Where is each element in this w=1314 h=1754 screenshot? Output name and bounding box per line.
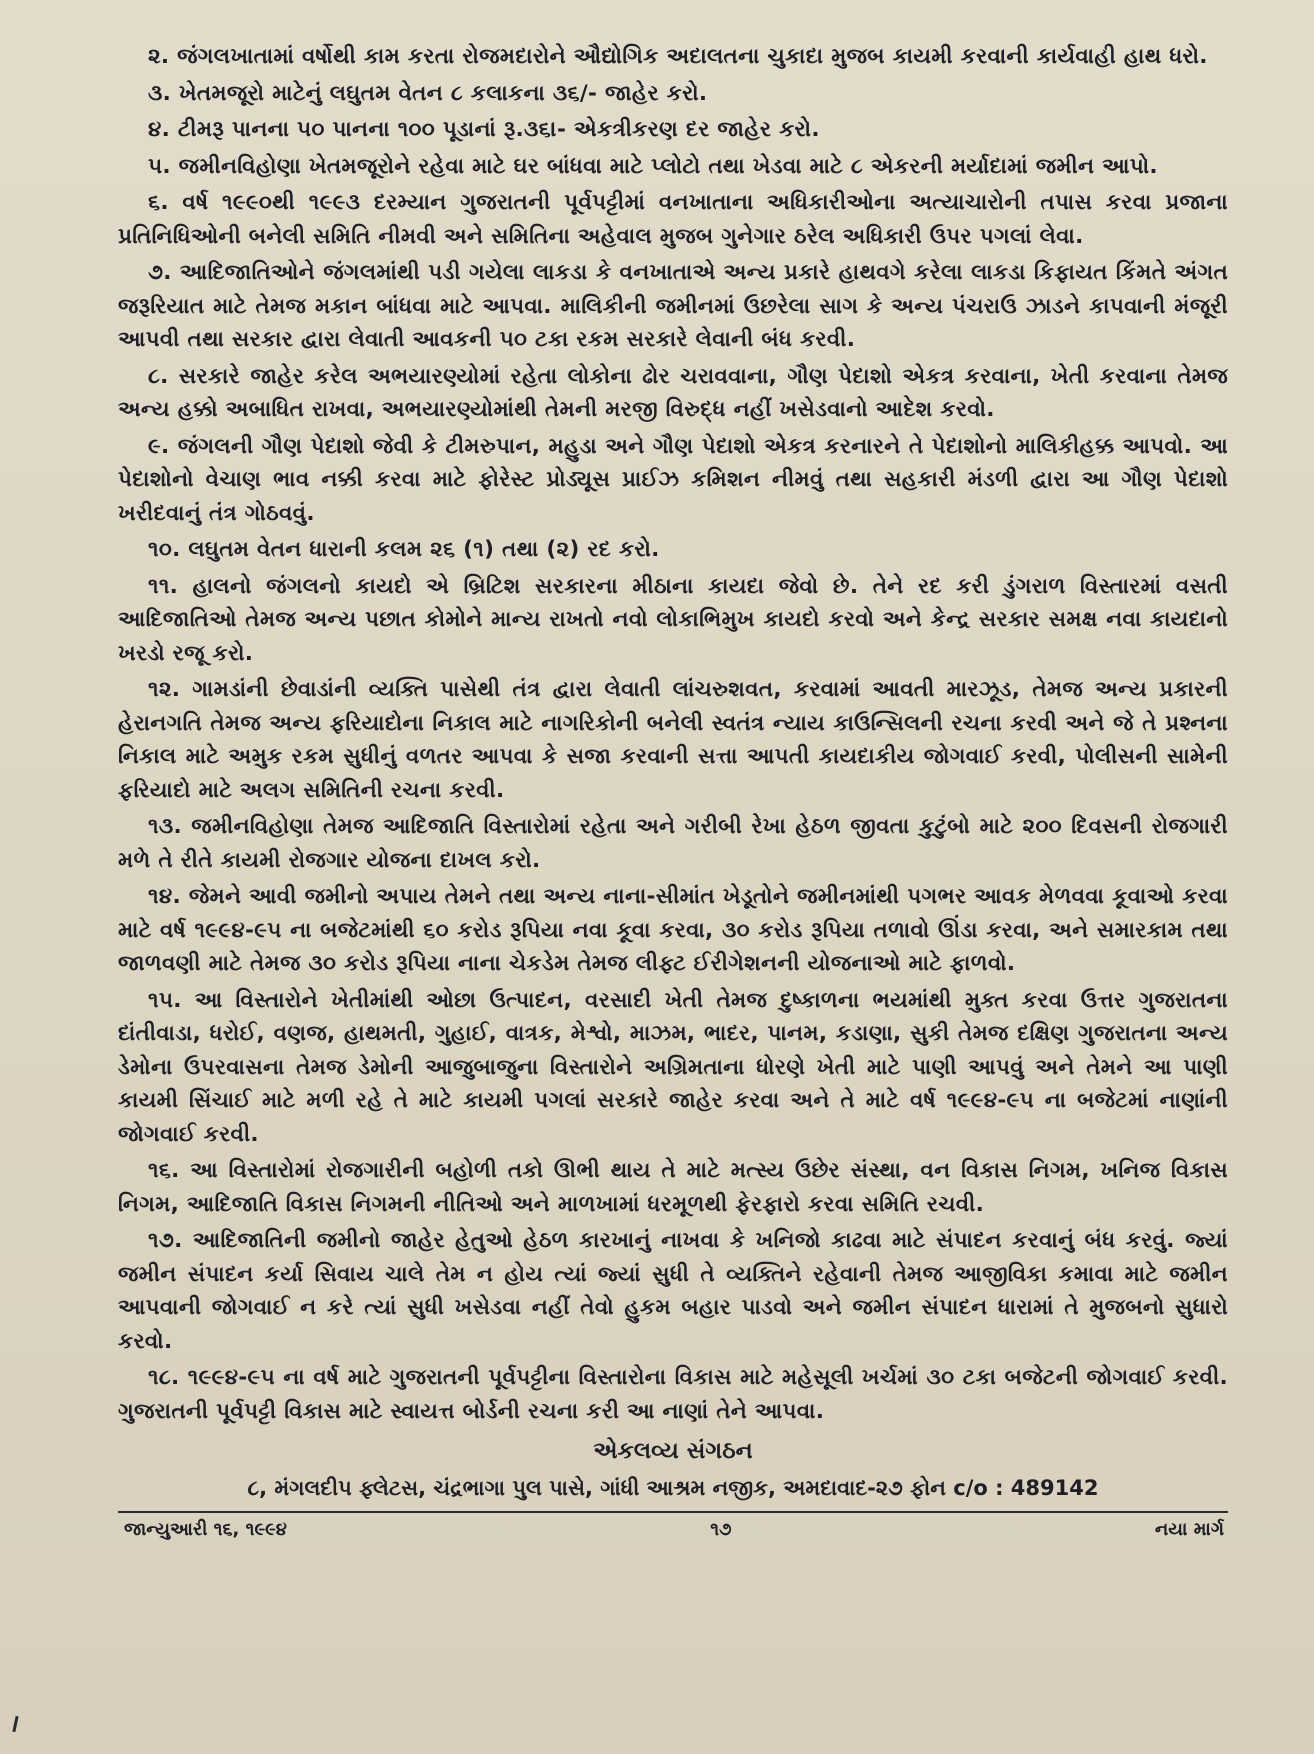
demand-paragraph-10: ૧૦. લઘુતમ વેતન ધારાની કલમ ૨૬ (૧) તથા (૨) રદ કરો. — [148, 537, 660, 562]
demand-paragraph-6: ૬. વર્ષ ૧૯૯૦થી ૧૯૯૩ દરમ્યાન ગુજરાતની પૂર્વપટ્ટીમાં વનખાતાના અધિકારીઓના અત્યાચારોની તપાસ કરવા પ્રજાના પ્રતિનિધિઓની બનેલી સમિતિ નીમવી અને સમિતિના અહેવાલ મુજબ ગુનેગાર ઠરેલ અધિકારી ઉપર પગલાં લેવા. — [118, 190, 1228, 249]
page-content — [118, 40, 1228, 1545]
demand-paragraph-15: ૧૫. આ વિસ્તારોને ખેતીમાંથી ઓછા ઉત્પાદન, વરસાદી ખેતી તેમજ દુષ્કાળના ભયમાંથી મુક્ત કરવા ઉત્તર ગુજરાતના દાંતીવાડા, ધરોઈ, વણજ, હાથમતી, ગુહાઈ, વાત્રક, મેશ્વો, માઝમ, ભાદર, પાનમ, કડાણા, સુકી તેમજ દક્ષિણ ગુજરાતના અન્ય ડેમોના ઉપરવાસના તેમજ ડેમોની આજુબાજુના વિસ્તારોને અગ્રિમતાના ધોરણે ખેતી માટે પાણી આપવું અને તેમને આ પાણી કાયમી સિંચાઈ માટે મળી રહે તે માટે કાયમી પગલાં સરકારે જાહેર કરવા અને તે માટે વર્ષ ૧૯૯૪-૯૫ ના બજેટમાં નાણાંની જોગવાઈ કરવી. — [118, 987, 1228, 1147]
demand-paragraph-11: ૧૧. હાલનો જંગલનો કાયદો એ બ્રિટિશ સરકારના મીઠાના કાયદા જેવો છે. તેને રદ કરી ડુંગરાળ વિસ્તારમાં વસતી આદિજાતિઓ તેમજ અન્ય પછાત કોમોને માન્ય રાખતો નવો લોકાભિમુખ કાયદો કરવો અને કેન્દ્ર સરકાર સમક્ષ નવા કાયદાનો ખરડો રજૂ કરો. — [118, 573, 1228, 666]
demand-paragraph-2: ૨. જંગલખાતામાં વર્ષોથી કામ કરતા રોજમદારોને ઔદ્યોગિક અદાલતના ચુકાદા મુજબ કાયમી કરવાની કાર્યવાહી હાથ ધરો. — [148, 44, 1208, 69]
organization-address: ૮, મંગલદીપ ફ્લેટસ, ચંદ્રભાગા પુલ પાસે, ગાંધી આશ્રમ નજીક, અમદાવાદ-૨૭ ફોન c/o : 489142 — [247, 1476, 1099, 1500]
demand-paragraph-3: ૩. ખેતમજૂરો માટેનું લઘુતમ વેતન ૮ કલાકના ૩૬/- જાહેર કરો. — [148, 80, 708, 106]
demand-paragraph-5: ૫. જમીનવિહોણા ખેતમજૂરોને રહેવા માટે ઘર બાંધવા માટે પ્લોટો તથા ખેડવા માટે ૮ એકરની મર્યાદામાં જમીન આપો. — [148, 153, 1158, 179]
publication-name: નયા માર્ગ — [1154, 1519, 1224, 1540]
demand-paragraph-9: ૯. જંગલની ગૌણ પેદાશો જેવી કે ટીમરુપાન, મહુડા અને ગૌણ પેદાશો એકત્ર કરનારને તે પેદાશોનો માલિકીહક્ક આપવો. આ પેદાશોનો વેચાણ ભાવ નક્કી કરવા માટે ફોરેસ્ટ પ્રોડ્યૂસ પ્રાઈઝ કમિશન નીમવું તથા સહકારી મંડળી દ્વારા આ ગૌણ પેદાશો ખરીદવાનું તંત્ર ગોઠવવું. — [118, 433, 1228, 526]
organization-name: એકલવ્ય સંગઠન — [593, 1438, 753, 1464]
demand-paragraph-13: ૧૩. જમીનવિહોણા તેમજ આદિજાતિ વિસ્તારોમાં રહેતા અને ગરીબી રેખા હેઠળ જીવતા કુટુંબો માટે ૨૦૦ દિવસની રોજગારી મળે તે રીતે કાયમી રોજગાર યોજના દાખલ કરો. — [118, 814, 1228, 873]
demand-paragraph-14: ૧૪. જેમને આવી જમીનો અપાય તેમને તથા અન્ય નાના-સીમાંત ખેડૂતોને જમીનમાંથી પગભર આવક મેળવવા કૂવાઓ કરવા માટે વર્ષ ૧૯૯૪-૯૫ ના બજેટમાંથી ૬૦ કરોડ રૂપિયા નવા કૂવા કરવા, ૩૦ કરોડ રૂપિયા તળાવો ઊંડા કરવા, અને સમારકામ તથા જાળવણી માટે તેમજ ૩૦ કરોડ રૂપિયા નાના ચેકડેમ તેમજ લીફ્ટ ઈરીગેશનની યોજનાઓ માટે ફાળવો. — [118, 884, 1228, 976]
demand-paragraph-12: ૧૨. ગામડાંની છેવાડાંની વ્યક્તિ પાસેથી તંત્ર દ્વારા લેવાતી લાંચરુશવત, કરવામાં આવતી મારઝૂડ, તેમજ અન્ય પ્રકારની હેરાનગતિ તેમજ અન્ય ફરિયાદોના નિકાલ માટે નાગરિકોની બનેલી સ્વતંત્ર ન્યાય કાઉન્સિલની રચના કરવી અને જે તે પ્રશ્નના નિકાલ માટે અમુક રકમ સુધીનું વળતર આપવા કે સજા કરવાની સત્તા આપતી કાયદાકીય જોગવાઈ કરવી, પોલીસની સામેની ફરિયાદો માટે અલગ સમિતિની રચના કરવી. — [118, 677, 1228, 803]
demand-paragraph-8: ૮. સરકારે જાહેર કરેલ અભયારણ્યોમાં રહેતા લોકોના ઢોર ચરાવવાના, ગૌણ પેદાશો એકત્ર કરવાના, ખેતી કરવાના તેમજ અન્ય હક્કો અબાધિત રાખવા, અભયારણ્યોમાંથી તેમની મરજી વિરુદ્ધ નહીં ખસેડવાનો આદેશ કરવો. — [118, 363, 1228, 422]
page-number: ૧૭ — [710, 1519, 732, 1540]
demand-paragraph-18: ૧૮. ૧૯૯૪-૯૫ ના વર્ષ માટે ગુજરાતની પૂર્વપટ્ટીના વિસ્તારોના વિકાસ માટે મહેસૂલી ખર્ચમાં ૩૦ ટકા બજેટની જોગવાઈ કરવી. ગુજરાતની પૂર્વપટ્ટી વિકાસ માટે સ્વાયત્ત બોર્ડની રચના કરી આ નાણાં તેને આપવા. — [118, 1365, 1228, 1424]
page-footer — [118, 1513, 1228, 1545]
footer-date: જાન્યુઆરી ૧૬, ૧૯૯૪ — [124, 1519, 287, 1540]
demand-paragraph-4: ૪. ટીમરૂ પાનના ૫૦ પાનના ૧૦૦ પૂડાનાં રૂ.૩૬।- એકત્રીકરણ દર જાહેર કરો. — [148, 117, 820, 142]
stray-ink-mark — [12, 1716, 18, 1732]
demand-paragraph-17: ૧૭. આદિજાતિની જમીનો જાહેર હેતુઓ હેઠળ કારખાનું નાખવા કે ખનિજો કાઢવા માટે સંપાદન કરવાનું બંધ કરવું. જ્યાં જમીન સંપાદન કર્યા સિવાય ચાલે તેમ ન હોય ત્યાં જ્યાં સુધી તે વ્યક્તિને રહેવાની તેમજ આજીવિકા કમાવા માટે જમીન આપવાની જોગવાઈ ન કરે ત્યાં સુધી ખસેડવા નહીં તેવો હુકમ બહાર પાડવો અને જમીન સંપાદન ધારામાં તે મુજબનો સુધારો કરવો. — [118, 1228, 1228, 1354]
demand-paragraph-7: ૭. આદિજાતિઓને જંગલમાંથી પડી ગયેલા લાકડા કે વનખાતાએ અન્ય પ્રકારે હાથવગે કરેલા લાકડા કિફાયત કિંમતે અંગત જરૂરિયાત માટે તેમજ મકાન બાંધવા માટે આપવા. માલિકીની જમીનમાં ઉછરેલા સાગ કે અન્ય પંચરાઉ ઝાડને કાપવાની મંજૂરી આપવી તથા સરકાર દ્વારા લેવાતી આવકની ૫૦ ટકા રકમ સરકારે લેવાની બંધ કરવી. — [118, 260, 1228, 352]
demand-paragraph-16: ૧૬. આ વિસ્તારોમાં રોજગારીની બહોળી તકો ઊભી થાય તે માટે મત્સ્ય ઉછેર સંસ્થા, વન વિકાસ નિગમ, ખનિજ વિકાસ નિગમ, આદિજાતિ વિકાસ નિગમની નીતિઓ અને માળખામાં ધરમૂળથી ફેરફારો કરવા સમિતિ રચવી. — [118, 1158, 1228, 1217]
